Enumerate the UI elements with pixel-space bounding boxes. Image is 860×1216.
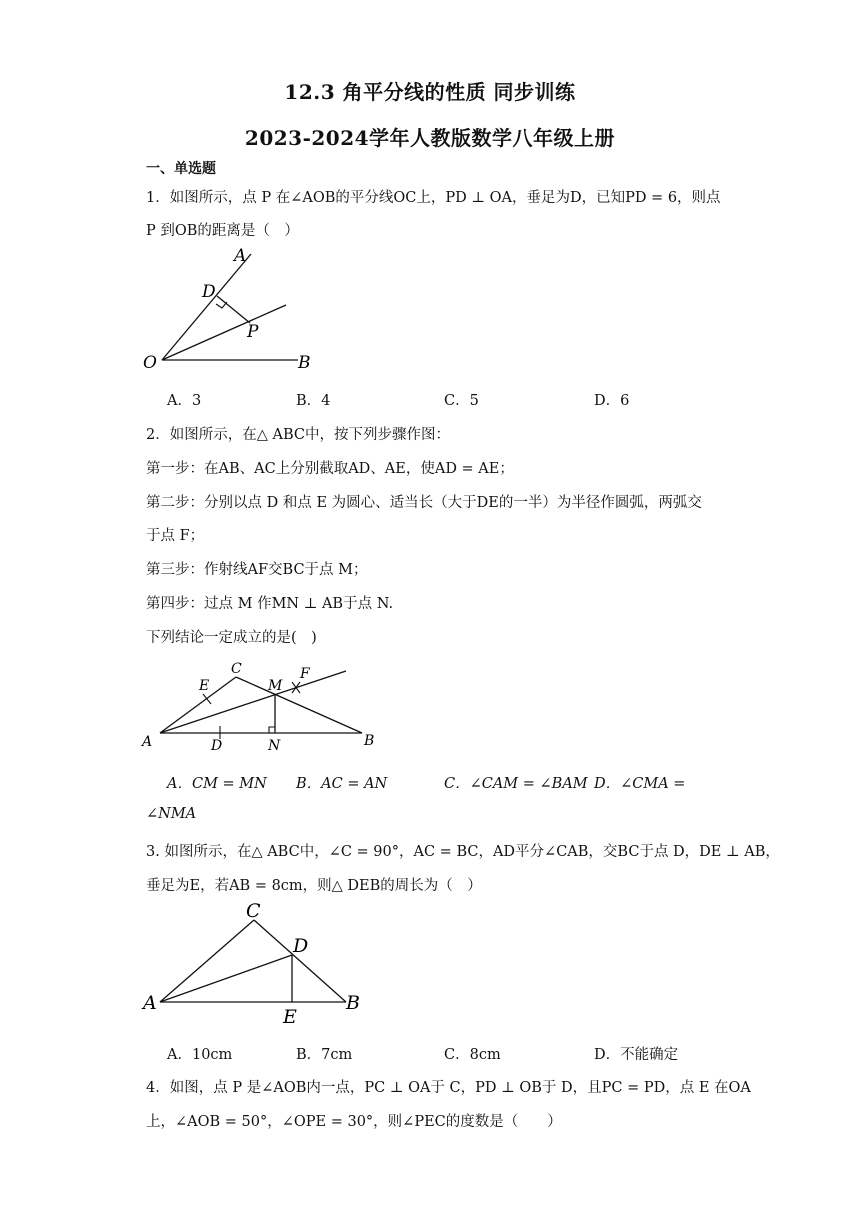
q3-label-E: E [283, 1006, 297, 1026]
title-line-1: 12.3 角平分线的性质 同步训练 [284, 80, 576, 104]
q1-label-O: O [143, 353, 157, 373]
q2-step-2a: 第二步：分别以点 D 和点 E 为圆心、适当长（大于DE的一半）为半径作圆弧，两弧交 [146, 495, 702, 511]
q2-option-c[interactable]: C．∠CAM = ∠BAM [444, 776, 588, 792]
q2-option-d-continued: ∠NMA [146, 806, 197, 822]
q2-label-D: D [211, 738, 223, 754]
q3-label-A: A [143, 992, 157, 1014]
q2-step-3: 第三步：作射线AF交BC于点 M； [146, 562, 368, 578]
q2-label-A: A [142, 734, 153, 750]
q2-option-b[interactable]: B．AC = AN [296, 776, 388, 792]
q3-option-a[interactable]: A．10cm [167, 1047, 233, 1063]
q3-label-B: B [346, 992, 360, 1014]
section-heading: 一、单选题 [146, 161, 216, 177]
q2-question: 下列结论一定成立的是( ) [146, 630, 317, 646]
q2-figure [140, 656, 390, 756]
q2-step-1: 第一步：在AB、AC上分别截取AD、AE，使AD = AE； [146, 461, 514, 477]
q2-text-line-1: 2．如图所示，在△ ABC中，按下列步骤作图： [146, 427, 450, 443]
q1-option-a[interactable]: A．3 [167, 393, 202, 409]
q2-label-E: E [199, 678, 210, 694]
q2-label-B: B [364, 733, 375, 749]
q3-text-line-1: 3. 如图所示，在△ ABC中，∠C = 90°，AC = BC，AD平分∠CAB，交BC于点 D，DE ⊥ AB， [146, 844, 780, 860]
q4-text-line-1: 4．如图，点 P 是∠AOB内一点，PC ⊥ OA于 C，PD ⊥ OB于 D，且PC = PD，点 E 在OA [146, 1080, 751, 1096]
q2-option-d[interactable]: D．∠CMA = [594, 776, 686, 792]
q1-option-d[interactable]: D．6 [594, 393, 630, 409]
q2-step-2b: 于点 F； [146, 528, 205, 544]
q1-text-line-2: P 到OB的距离是（ ） [146, 223, 299, 239]
q1-figure [140, 244, 320, 376]
q3-option-b[interactable]: B．7cm [296, 1047, 353, 1063]
q3-text-line-2: 垂足为E，若AB = 8cm，则△ DEB的周长为（ ） [146, 878, 482, 894]
q3-label-D: D [293, 935, 309, 957]
q1-label-B: B [298, 353, 311, 373]
q1-label-A: A [234, 246, 247, 266]
q3-figure [140, 898, 370, 1026]
title-line-2: 2023-2024学年人教版数学八年级上册 [244, 126, 616, 150]
q1-option-b[interactable]: B．4 [296, 393, 331, 409]
q4-text-line-2: 上，∠AOB = 50°，∠OPE = 30°，则∠PEC的度数是（ ） [146, 1114, 562, 1130]
q2-label-M: M [268, 678, 283, 694]
q2-step-4: 第四步：过点 M 作MN ⊥ AB于点 N. [146, 596, 394, 612]
q3-option-d[interactable]: D．不能确定 [594, 1047, 679, 1063]
q1-label-D: D [202, 282, 216, 302]
q2-option-a[interactable]: A．CM = MN [167, 776, 267, 792]
q1-text-line-1: 1．如图所示，点 P 在∠AOB的平分线OC上，PD ⊥ OA，垂足为D，已知PD = 6，则点 [146, 190, 721, 206]
q2-label-F: F [300, 666, 310, 682]
q3-option-c[interactable]: C．8cm [444, 1047, 501, 1063]
q3-label-C: C [246, 900, 261, 922]
q1-label-P: P [247, 322, 259, 342]
q1-option-c[interactable]: C．5 [444, 393, 479, 409]
q2-label-C: C [231, 661, 242, 677]
q2-label-N: N [268, 738, 281, 754]
